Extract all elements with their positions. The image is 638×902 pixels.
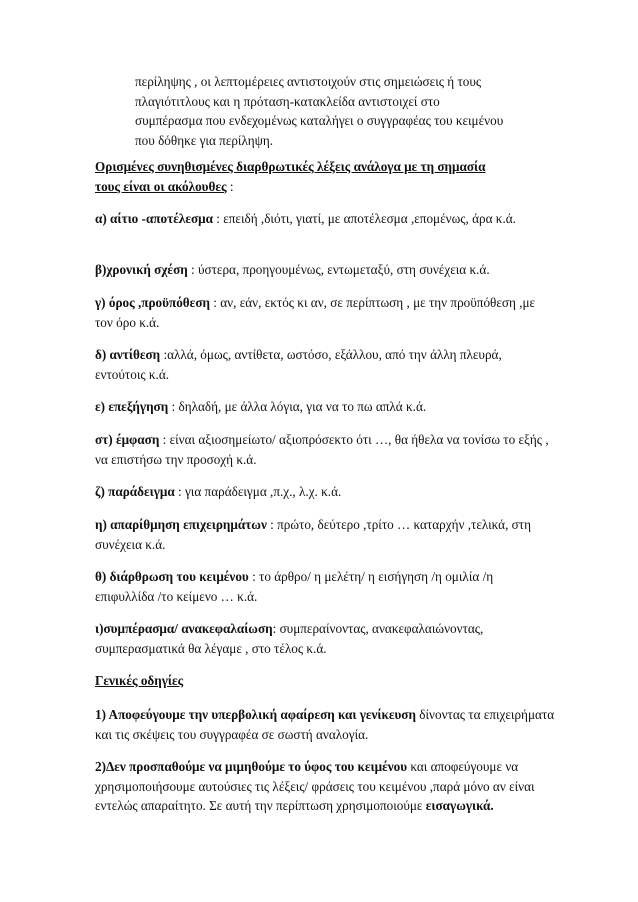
connective-label: γ) όρος ,προϋπόθεση xyxy=(95,295,210,310)
connective-text: : ύστερα, προηγουμένως, εντωμεταξύ, στη συνέχεια κ.ά. xyxy=(187,262,490,277)
guideline-rule-1 xyxy=(95,705,555,744)
connective-item xyxy=(95,293,555,332)
rule-1-text: δίνοντας τα επιχειρήματα και τις σκέψεις του συγγραφέα σε σωστή αναλογία. xyxy=(95,707,555,742)
rule-1-bold: 1) Αποφεύγουμε την υπερβολική αφαίρεση και γενίκευση xyxy=(95,707,416,722)
guidelines-heading-text: Γενικές οδηγίες xyxy=(95,673,184,688)
connective-label: α) αίτιο -αποτέλεσμα xyxy=(95,211,213,226)
connective-label: ε) επεξήγηση xyxy=(95,399,169,414)
connectives-heading xyxy=(95,157,555,196)
connective-text: : αν, εάν, εκτός κι αν, σε περίπτωση , με την προϋπόθεση ,με τον όρο κ.ά. xyxy=(95,295,536,330)
connective-item xyxy=(95,430,555,469)
connective-label: θ) διάρθρωση του κειμένου xyxy=(95,569,249,584)
connective-text: :αλλά, όμως, αντίθετα, ωστόσο, εξάλλου, από την άλλη πλευρά, εντούτοις κ.ά. xyxy=(95,347,502,382)
intro-continuation xyxy=(135,72,545,150)
connectives-heading-suffix: : xyxy=(226,178,234,194)
intro-line: που δόθηκε για περίληψη. xyxy=(135,132,274,148)
connective-text: : το άρθρο/ η μελέτη/ η εισήγηση /η ομιλία /η επιφυλλίδα /το κείμενο … κ.ά. xyxy=(95,569,494,604)
connective-item xyxy=(95,515,555,554)
rule-2-bold-end: εισαγωγικά. xyxy=(425,798,494,813)
guideline-rule-2 xyxy=(95,757,555,816)
intro-line: περίληψης , οι λεπτομέρειες αντιστοιχούν στις σημειώσεις ή τους xyxy=(135,74,482,89)
connective-text: : είναι αξιοσημείωτο/ αξιοπρόσεκτο ότι …, θα ήθελα να τονίσω το εξής , να επιστήσω την προσοχή κ.ά. xyxy=(95,432,549,467)
connective-label: ι)συμπέρασμα/ ανακεφαλαίωση xyxy=(95,621,273,636)
connective-item xyxy=(95,567,555,606)
guidelines-heading xyxy=(95,671,555,691)
connective-text: : δηλαδή, με άλλα λόγια, για να το πω απλά κ.ά. xyxy=(168,399,427,414)
connective-item xyxy=(95,209,555,229)
connective-text: : επειδή ,διότι, γιατί, με αποτέλεσμα ,επομένως, άρα κ.ά. xyxy=(212,211,516,226)
connective-label: β)χρονική σχέση xyxy=(95,262,188,277)
connective-label: ζ) παράδειγμα xyxy=(95,484,175,499)
rule-2-text: και αποφεύγουμε να χρησιμοποιήσουμε αυτούσιες τις λέξεις/ φράσεις του κειμένου ,παρά μόνο αν είναι εντελώς απαραίτητο. Σε αυτή την περίπτωση χρησιμοποιούμε xyxy=(95,759,535,813)
connectives-heading-line1: Ορισμένες συνηθισμένες διαρθρωτικές λέξεις ανάλογα με τη σημασία xyxy=(95,159,486,174)
intro-line: πλαγιότιτλους και η πρόταση-κατακλείδα αντιστοιχεί στο xyxy=(135,93,440,109)
rule-2-bold: 2)Δεν προσπαθούμε να μιμηθούμε το ύφος του κειμένου xyxy=(95,759,408,774)
connective-item xyxy=(95,397,555,417)
connective-label: στ) έμφαση xyxy=(95,432,160,447)
connective-item xyxy=(95,619,555,658)
connectives-heading-line2: τους είναι οι ακόλουθες xyxy=(95,178,227,194)
connective-item xyxy=(95,482,555,502)
connective-text: : συμπεραίνοντας, ανακεφαλαιώνοντας, συμπερασματικά θα λέγαμε , στο τέλος κ.ά. xyxy=(95,621,484,656)
connective-item xyxy=(95,260,555,280)
connective-text: : πρώτο, δεύτερο ,τρίτο … καταρχήν ,τελικά, στη συνέχεια κ.ά. xyxy=(95,517,531,552)
connective-item xyxy=(95,345,555,384)
connective-label: δ) αντίθεση xyxy=(95,347,161,362)
intro-line: συμπέρασμα που ενδεχομένως καταλήγει ο συγγραφέας του κειμένου xyxy=(135,113,504,128)
connective-label: η) απαρίθμηση επιχειρημάτων xyxy=(95,517,267,532)
connective-text: : για παράδειγμα ,π.χ., λ.χ. κ.ά. xyxy=(174,484,342,499)
